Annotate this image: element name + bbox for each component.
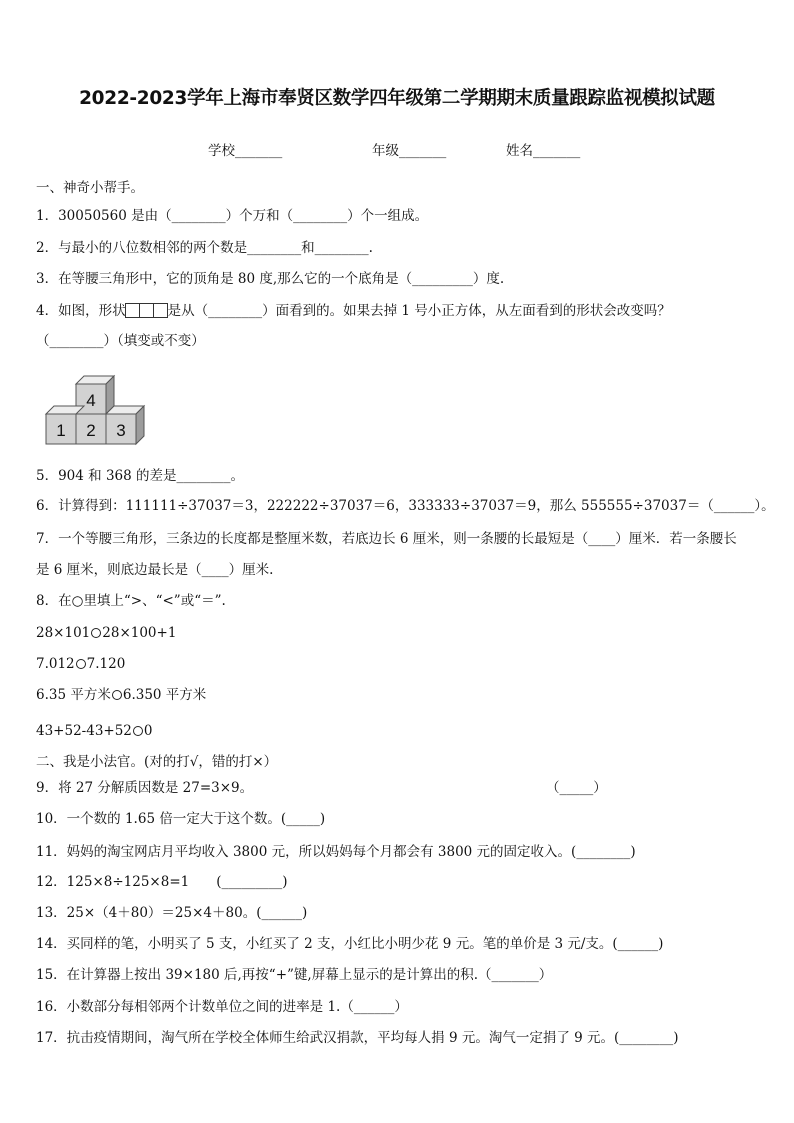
compare-row-1 <box>36 624 176 642</box>
compare-circle[interactable] <box>91 628 101 638</box>
question-3: 3．在等腰三角形中，它的顶角是 80 度,那么它的一个底角是（_________）度. <box>36 271 505 287</box>
question-2: 2．与最小的八位数相邻的两个数是________和________. <box>36 240 373 256</box>
question-4-continued: （________）（填变或不变） <box>36 333 205 349</box>
question-9: 9．将 27 分解质因数是 27=3×9。 <box>36 780 254 796</box>
question-15: 15．在计算器上按出 39×180 后,再按“+”键,屏幕上显示的是计算出的积.（_______） <box>36 967 553 983</box>
compare-3-left: 6.35 平方米 <box>36 687 111 703</box>
compare-2-left: 7.012 <box>36 656 75 672</box>
compare-1-left: 28×101 <box>36 625 91 641</box>
compare-1-right: 28×100+1 <box>102 625 177 641</box>
question-13: 13．25×（4＋80）＝25×4＋80。(______) <box>36 905 308 921</box>
question-6: 6．计算得到：111111÷37037＝3，222222÷37037＝6，333333÷37037＝9，那么 555555÷37037＝（______）。 <box>36 498 775 514</box>
cube-label-1: 1 <box>56 421 66 440</box>
question-17: 17．抗击疫情期间，淘气所在学校全体师生给武汉捐款，平均每人捐 9 元。淘气一定捐了 9 元。(________) <box>36 1030 679 1046</box>
three-squares-shape <box>126 303 168 319</box>
question-4 <box>36 302 671 320</box>
question-1: 1．30050560 是由（________）个万和（________）个一组成。 <box>36 208 429 224</box>
question-16: 16．小数部分每相邻两个计数单位之间的进率是 1.（______） <box>36 999 408 1015</box>
compare-row-2 <box>36 655 125 673</box>
question-12: 12．125×8÷125×8=1 (_________) <box>36 874 288 890</box>
name-field: 姓名_______ <box>506 143 581 159</box>
compare-2-right: 7.120 <box>86 656 126 672</box>
compare-circle[interactable] <box>76 659 86 669</box>
question-8: 8．在○里填上“>、“<”或“＝”. <box>36 593 226 609</box>
compare-4-left: 43+52-43+52 <box>36 723 132 739</box>
question-5: 5．904 和 368 的差是________。 <box>36 468 244 484</box>
section-2-heading: 二、我是小法官。(对的打√，错的打×） <box>36 754 278 770</box>
question-14: 14．买同样的笔，小明买了 5 支，小红买了 2 支，小红比小明少花 9 元。笔的单价是 3 元/支。(______) <box>36 936 664 952</box>
question-7-line-2: 是 6 厘米，则底边最长是（____）厘米. <box>36 562 274 578</box>
grade-field: 年级_______ <box>372 143 447 159</box>
exam-title: 2022-2023学年上海市奉贤区数学四年级第二学期期末质量跟踪监视模拟试题 <box>79 88 715 109</box>
cube-figure <box>42 374 156 448</box>
compare-4-right: 0 <box>143 723 153 739</box>
compare-circle[interactable] <box>112 690 122 700</box>
school-field: 学校_______ <box>208 143 283 159</box>
compare-row-4 <box>36 722 153 740</box>
cube-label-4: 4 <box>86 391 96 410</box>
question-10: 10．一个数的 1.65 倍一定大于这个数。(_____) <box>36 811 326 827</box>
compare-circle[interactable] <box>133 726 143 736</box>
question-7-line-1: 7．一个等腰三角形，三条边的长度都是整厘米数，若底边长 6 厘米，则一条腰的长最短是（____）厘米．若一条腰长 <box>36 531 737 547</box>
question-4-text-after: 是从（________）面看到的。如果去掉 1 号小正方体，从左面看到的形状会改变吗？ <box>167 303 671 319</box>
cube-label-2: 2 <box>86 421 96 440</box>
question-9-blank: （_____） <box>546 780 607 796</box>
question-4-text-before: 4．如图，形状 <box>36 303 126 319</box>
section-1-heading: 一、神奇小帮手。 <box>36 180 144 196</box>
compare-3-right: 6.350 平方米 <box>122 687 207 703</box>
cube-label-3: 3 <box>116 421 126 440</box>
compare-row-3 <box>36 686 206 704</box>
question-11: 11．妈妈的淘宝网店月平均收入 3800 元，所以妈妈每个月都会有 3800 元的固定收入。(________) <box>36 844 636 860</box>
